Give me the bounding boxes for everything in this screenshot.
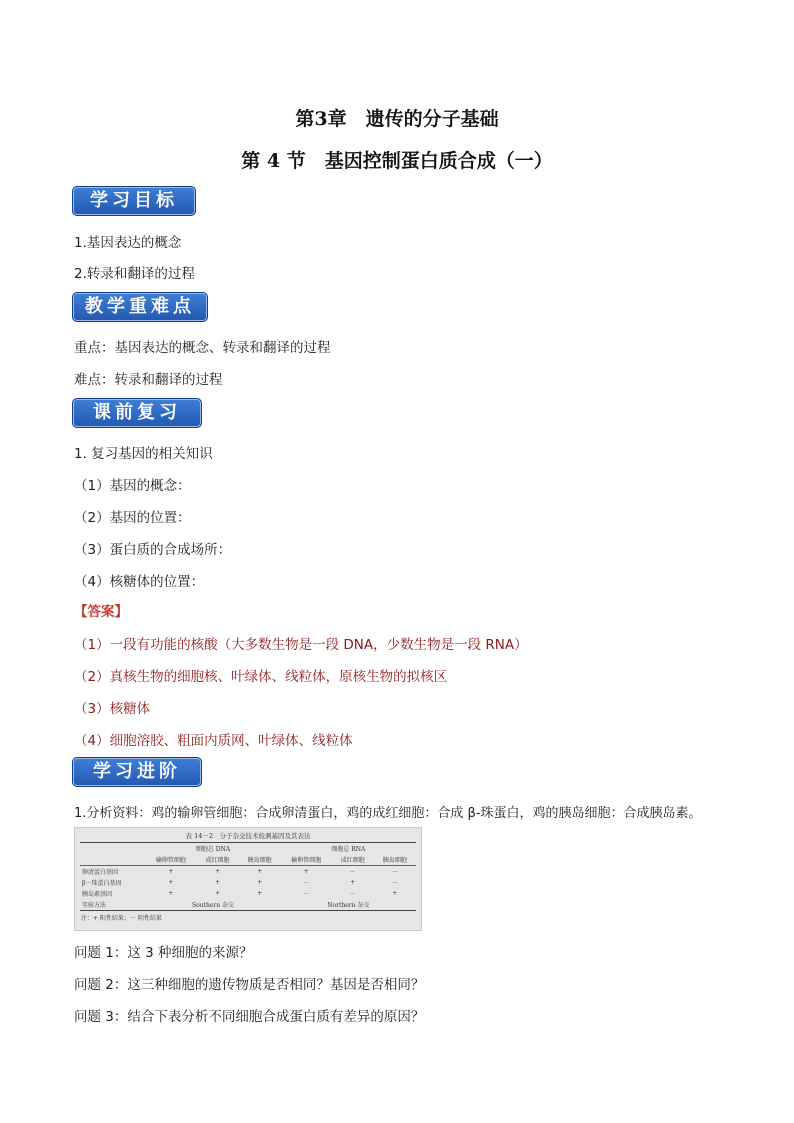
hybridization-table [80,842,416,911]
review-question: （2）基因的位置： [74,510,191,526]
table-row: β－珠蛋白基因 + + + － + － [82,879,398,887]
answer-label: 【答案】 [74,604,128,620]
figure-caption: 表 14－2 分子杂交技术检测基因及其表达 [185,832,311,840]
review-question: （3）蛋白质的合成场所： [74,542,232,558]
review-question: （1）基因的概念： [74,478,191,494]
advance-badge: 学习进阶 [72,757,202,787]
chapter-title: 第3章 遗传的分子基础 [295,108,499,130]
goal-item: 2.转录和翻译的过程 [74,266,195,282]
advance-question: 问题 1：这 3 种细胞的来源？ [74,945,253,961]
goals-badge: 学习目标 [72,186,196,216]
goal-item: 1.基因表达的概念 [74,235,182,251]
answer-item: （4）细胞溶胶、粗面内质网、叶绿体、线粒体 [74,733,353,749]
answer-item: （3）核糖体 [74,701,151,717]
column-header: 胰岛细胞 [374,854,416,866]
gene-expression-table-image [74,827,422,931]
answer-item: （1）一段有功能的核酸（大多数生物是一段 DNA，少数生物是一段 RNA） [74,637,528,653]
review-question: （4）核糖体的位置： [74,574,205,590]
difficulty-text: 难点：转录和翻译的过程 [74,372,223,388]
column-header: 输卵管细胞 [145,854,196,866]
figure-note: 注：+ 阳性结果；－ 阴性结果 [81,915,162,922]
advance-question: 问题 2：这三种细胞的遗传物质是否相同？基因是否相同？ [74,977,425,993]
advance-material: 1.分析资料：鸡的输卵管细胞：合成卵清蛋白，鸡的成红细胞：合成 β-珠蛋白，鸡的胰岛细胞：合成胰岛素。 [74,806,702,821]
table-row: 胰岛素基因 + + + － － + [82,890,398,898]
section-title: 第 4 节 基因控制蛋白质合成（一） [241,150,553,172]
focus-text: 重点：基因表达的概念、转录和翻译的过程 [74,340,331,356]
column-header: 胰岛细胞 [239,854,281,866]
review-badge: 课前复习 [72,398,202,428]
advance-question: 问题 3：结合下表分析不同细胞合成蛋白质有差异的原因？ [74,1009,425,1025]
key-points-badge: 教学重难点 [72,292,208,322]
group-rna: 细胞总 RNA [331,846,366,853]
group-dna: 细胞总 DNA [195,846,231,853]
column-header: 成红细胞 [196,854,238,866]
table-row: 卵清蛋白基因 + + + + － － [82,868,398,876]
review-intro: 1. 复习基因的相关知识 [74,446,213,462]
column-header: 成红细胞 [332,854,374,866]
column-header: 输卵管细胞 [281,854,332,866]
method-row: 实验方法 Southern 杂交 Northern 杂交 [80,899,416,911]
answer-item: （2）真核生物的细胞核、叶绿体、线粒体，原核生物的拟核区 [74,669,448,685]
